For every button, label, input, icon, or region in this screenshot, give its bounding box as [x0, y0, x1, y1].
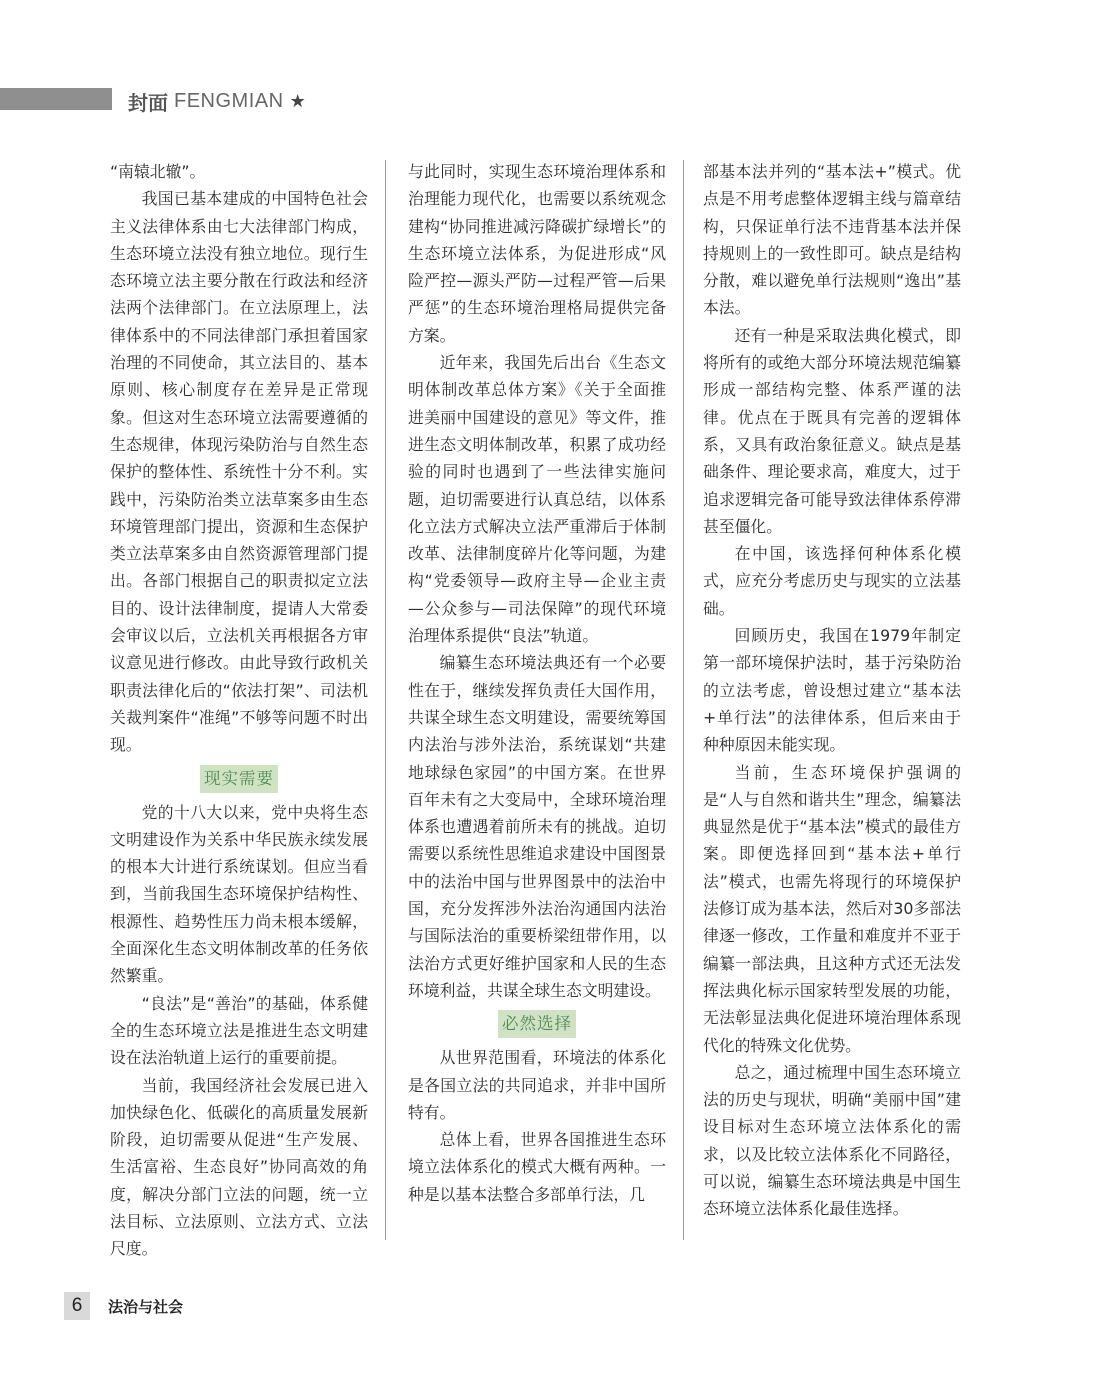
paragraph: 我国已基本建成的中国特色社会主义法律体系由七大法律部门构成，生态环境立法没有独立地位。现行生态环境立法主要分散在行政法和经济法两个法律部门。在立法原理上，法律体系中的不同法律部门承担着国家治理的不同使命，其立法目的、基本原则、核心制度存在差异是正常现象。但这对生态环境立法需要遵循的生态规律，体现污染防治与自然生态保护的整体性、系统性十分不利。实践中，污染防治类立法草案多由生态环境管理部门提出，资源和生态保护类立法草案多由自然资源管理部门提出。各部门根据自己的职责拟定立法目的、设计法律制度，提请人大常委会审议以后，立法机关再根据各方审议意见进行修改。由此导致行政机关职责法律化后的“依法打架”、司法机关裁判案件“准绳”不够等问题不时出现。	[110, 189, 368, 755]
paragraph: 在中国，该选择何种体系化模式，应充分考虑历史与现实的立法基础。	[703, 544, 961, 618]
paragraph: 编纂生态环境法典还有一个必要性在于，继续发挥负责任大国作用，共谋全球生态文明建设，需要统筹国内法治与涉外法治，系统谋划“共建地球绿色家园”的中国方案。在世界百年未有之大变局中，全球环境治理体系也遭遇着前所未有的挑战。迫切需要以系统性思维追求建设中国图景中的法治中国与世界图景中的法治中国，充分发挥涉外法治沟通国内法治与国际法治的重要桥梁纽带作用，以法治方式更好维护国家和人民的生态环境利益，共谋全球生态文明建设。	[408, 653, 666, 1000]
paragraph: “良法”是“善治”的基础，体系健全的生态环境立法是推进生态文明建设在法治轨道上运行的重要前提。	[110, 993, 368, 1068]
paragraph: 总体上看，世界各国推进生态环境立法体系化的模式大概有两种。一种是以基本法整合多部单行法，几	[408, 1130, 666, 1204]
paragraph: 党的十八大以来，党中央将生态文明建设作为关系中华民族永续发展的根本大计进行系统谋划。但应当看到，当前我国生态环境保护结构性、根源性、趋势性压力尚未根本缓解，全面深化生态文明体制改革的任务依然繁重。	[110, 802, 368, 986]
article-column-2	[408, 158, 666, 1208]
paragraph: 回顾历史，我国在1979年制定第一部环境保护法时，基于污染防治的立法考虑，曾设想过建立“基本法+单行法”的法律体系，但后来由于种种原因未能实现。	[703, 626, 961, 755]
subheading-text: 现实需要	[200, 765, 278, 793]
section-header	[128, 88, 306, 114]
column-divider	[385, 160, 386, 1240]
header-accent-bar	[0, 88, 112, 110]
star-icon: ★	[289, 90, 306, 112]
article-column-3	[703, 158, 961, 1223]
section-title-cn: 封面	[128, 90, 168, 115]
section-title-en: FENGMIAN	[174, 89, 284, 112]
paragraph: 当前，我国经济社会发展已进入加快绿色化、低碳化的高质量发展新阶段，迫切需要从促进“生产发展、生活富裕、生态良好”协同高效的角度，解决分部门立法的问题，统一立法目标、立法原则、立法方式、立法尺度。	[110, 1075, 368, 1259]
subheading	[408, 1010, 666, 1038]
paragraph: 总之，通过梳理中国生态环境立法的历史与现状，明确“美丽中国”建设目标对生态环境立法体系化的需求，以及比较立法体系化不同路径，可以说，编纂生态环境法典是中国生态环境立法体系化最佳选择。	[703, 1062, 961, 1219]
paragraph: 近年来，我国先后出台《生态文明体制改革总体方案》《关于全面推进美丽中国建设的意见》等文件，推进生态文明体制改革，积累了成功经验的同时也遇到了一些法律实施问题，迫切需要进行认真总结，以体系化立法方式解决立法严重滞后于体制改革、法律制度碎片化等问题，为建构“党委领导—政府主导—企业主责—公众参与—司法保障”的现代环境治理体系提供“良法”轨道。	[408, 353, 666, 646]
subheading	[110, 765, 368, 793]
paragraph: “南辕北辙”。	[110, 162, 206, 181]
paragraph: 还有一种是采取法典化模式，即将所有的或绝大部分环境法规范编纂形成一部结构完整、体系严谨的法律。优点在于既具有完善的逻辑体系，又具有政治象征意义。缺点是基础条件、理论要求高，难度大，过于追求逻辑完备可能导致法律体系停滞甚至僵化。	[703, 325, 961, 536]
magazine-name: 法治与社会	[108, 1297, 184, 1316]
column-divider	[683, 160, 684, 1240]
paragraph: 当前，生态环境保护强调的是“人与自然和谐共生”理念，编纂法典显然是优于“基本法”模式的最佳方案。即便选择回到“基本法+单行法”模式，也需先将现行的环境保护法修订成为基本法，然后对30多部法律逐一修改，工作量和难度并不亚于编纂一部法典，且这种方式还无法发挥法典化标示国家转型发展的功能，无法彰显法典化促进环境治理体系现代化的特殊文化优势。	[703, 762, 961, 1055]
paragraph: 部基本法并列的“基本法+”模式。优点是不用考虑整体逻辑主线与篇章结构，只保证单行法不违背基本法并保持规则上的一致性即可。缺点是结构分散，难以避免单行法规则“逸出”基本法。	[703, 162, 961, 318]
article-column-1	[110, 158, 368, 1263]
subheading-text: 必然选择	[498, 1010, 576, 1038]
paragraph: 从世界范围看，环境法的体系化是各国立法的共同追求，并非中国所特有。	[408, 1048, 666, 1122]
page-number: 6	[64, 1292, 90, 1320]
paragraph: 与此同时，实现生态环境治理体系和治理能力现代化，也需要以系统观念建构“协同推进减污降碳扩绿增长”的生态环境立法体系，为促进形成“风险严控—源头严防—过程严管—后果严惩”的生态环境治理格局提供完备方案。	[408, 162, 666, 345]
